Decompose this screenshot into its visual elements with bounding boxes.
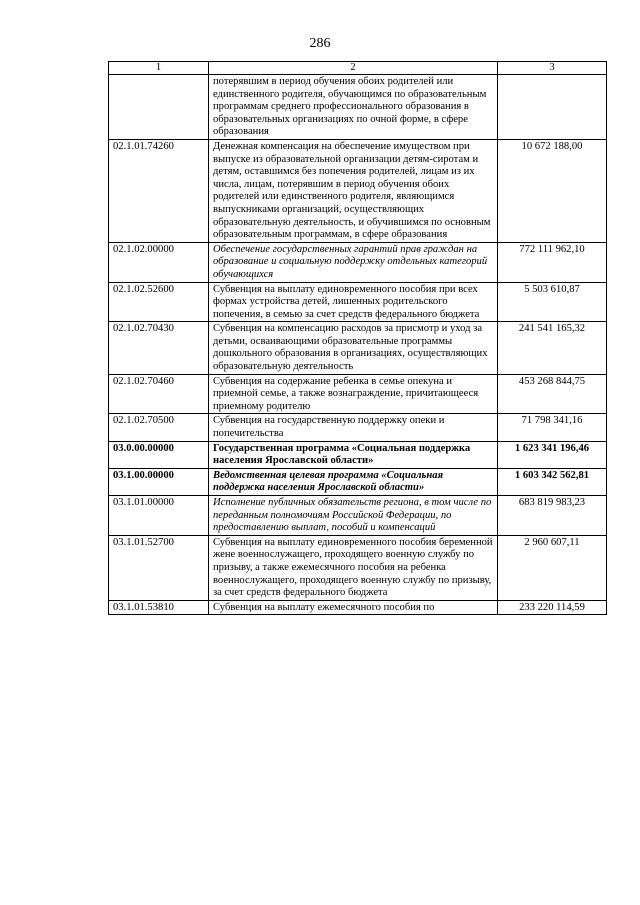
table-row bbox=[109, 139, 607, 242]
column-header-description: 2 bbox=[209, 62, 498, 75]
code-cell: 02.1.02.70430 bbox=[109, 322, 209, 374]
table-row bbox=[109, 496, 607, 536]
code-cell: 02.1.02.52600 bbox=[109, 282, 209, 322]
description-cell: Денежная компенсация на обеспечение имуществом при выпуске из образовательной организации детям-сиротам и детям, оставшимся без попечения родителей, лицам из их числа, лицам, потерявшим в период обучения обоих родителей или единственного родителя, являющимся выпускниками организаций, осуществляющих образовательную деятельность, и обучившимся по основным образовательным программам, в сфере образования bbox=[209, 139, 498, 242]
description-cell: Субвенция на компенсацию расходов за присмотр и уход за детьми, осваивающими образовательные программы дошкольного образования в организациях, осуществляющих образовательную деятельность bbox=[209, 322, 498, 374]
table-row bbox=[109, 414, 607, 441]
description-cell: Субвенция на выплату ежемесячного пособия по bbox=[209, 600, 498, 615]
code-cell: 02.1.01.74260 bbox=[109, 139, 209, 242]
column-header-amount: 3 bbox=[498, 62, 607, 75]
amount-cell: 772 111 962,10 bbox=[498, 242, 607, 282]
code-cell: 02.1.02.70500 bbox=[109, 414, 209, 441]
code-cell: 02.1.02.00000 bbox=[109, 242, 209, 282]
amount-cell: 5 503 610,87 bbox=[498, 282, 607, 322]
budget-table-body bbox=[109, 62, 607, 615]
description-cell: Субвенция на выплату единовременного пособия при всех формах устройства детей, лишенных родительского попечения, в семью за счет средств федерального бюджета bbox=[209, 282, 498, 322]
description-cell: Ведомственная целевая программа «Социальная поддержка населения Ярославской области» bbox=[209, 468, 498, 495]
amount-cell bbox=[498, 75, 607, 140]
code-cell: 03.1.00.00000 bbox=[109, 468, 209, 495]
amount-cell: 453 268 844,75 bbox=[498, 374, 607, 414]
code-cell: 03.0.00.00000 bbox=[109, 441, 209, 468]
amount-cell: 71 798 341,16 bbox=[498, 414, 607, 441]
table-row bbox=[109, 441, 607, 468]
description-cell: Обеспечение государственных гарантий прав граждан на образование и социальную поддержку отдельных категорий обучающихся bbox=[209, 242, 498, 282]
table-row bbox=[109, 322, 607, 374]
amount-cell: 1 623 341 196,46 bbox=[498, 441, 607, 468]
code-cell: 03.1.01.00000 bbox=[109, 496, 209, 536]
description-cell: Государственная программа «Социальная поддержка населения Ярославской области» bbox=[209, 441, 498, 468]
description-cell: Субвенция на государственную поддержку опеки и попечительства bbox=[209, 414, 498, 441]
table-row bbox=[109, 282, 607, 322]
description-cell: Исполнение публичных обязательств региона, в том числе по переданным полномочиям Российской Федерации, по предоставлению выплат, пособий и компенсаций bbox=[209, 496, 498, 536]
code-cell: 02.1.02.70460 bbox=[109, 374, 209, 414]
table-row bbox=[109, 242, 607, 282]
table-row bbox=[109, 468, 607, 495]
description-cell: Субвенция на содержание ребенка в семье опекуна и приемной семье, а также вознаграждение, причитающееся приемному родителю bbox=[209, 374, 498, 414]
table-row bbox=[109, 75, 607, 140]
amount-cell: 241 541 165,32 bbox=[498, 322, 607, 374]
table-row bbox=[109, 374, 607, 414]
amount-cell: 683 819 983,23 bbox=[498, 496, 607, 536]
column-header-code: 1 bbox=[109, 62, 209, 75]
code-cell bbox=[109, 75, 209, 140]
code-cell: 03.1.01.53810 bbox=[109, 600, 209, 615]
code-cell: 03.1.01.52700 bbox=[109, 535, 209, 600]
amount-cell: 10 672 188,00 bbox=[498, 139, 607, 242]
amount-cell: 233 220 114,59 bbox=[498, 600, 607, 615]
table-row bbox=[109, 535, 607, 600]
budget-table bbox=[108, 61, 607, 615]
page-number: 286 bbox=[309, 36, 331, 51]
description-cell: Субвенция на выплату единовременного пособия беременной жене военнослужащего, проходящего военную службу по призыву, а также ежемесячного пособия на ребенка военнослужащего, проходящего военную службу по призыву, за счет средств федерального бюджета bbox=[209, 535, 498, 600]
table-row bbox=[109, 600, 607, 615]
amount-cell: 2 960 607,11 bbox=[498, 535, 607, 600]
description-cell: потерявшим в период обучения обоих родителей или единственного родителя, обучающимся по образовательным программам среднего профессионального образования в образовательных организациях по очной форме, в сфере образования bbox=[209, 75, 498, 140]
table-header-row bbox=[109, 62, 607, 75]
amount-cell: 1 603 342 562,81 bbox=[498, 468, 607, 495]
